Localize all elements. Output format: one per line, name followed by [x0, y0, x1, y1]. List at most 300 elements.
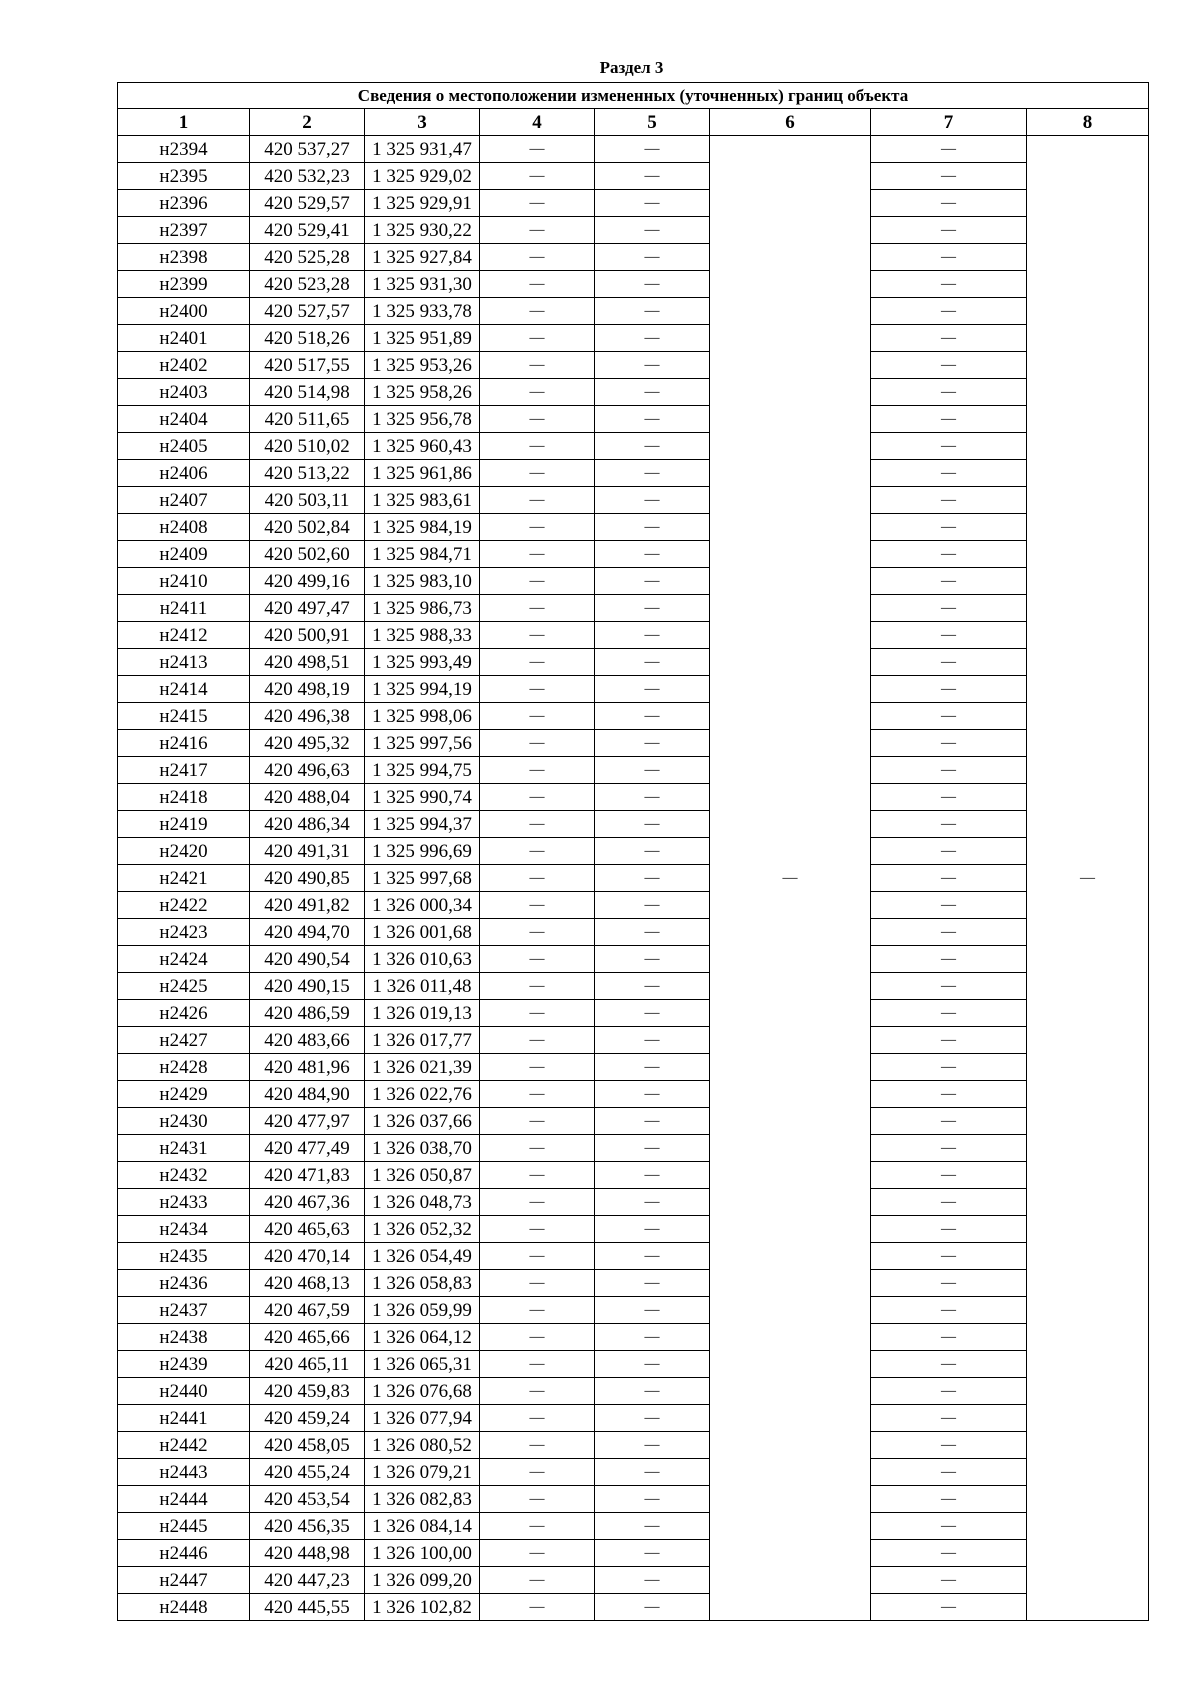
y-coordinate: 1 325 994,37: [365, 811, 480, 838]
y-coordinate: 1 325 994,75: [365, 757, 480, 784]
table-row: [118, 163, 1149, 190]
table-row: [118, 1324, 1149, 1351]
column-header: 6: [710, 109, 871, 136]
x-coordinate: 420 477,49: [250, 1135, 365, 1162]
x-coordinate: 420 513,22: [250, 460, 365, 487]
column-5-value: —: [595, 568, 710, 595]
x-coordinate: 420 529,41: [250, 217, 365, 244]
y-coordinate: 1 325 984,19: [365, 514, 480, 541]
y-coordinate: 1 325 951,89: [365, 325, 480, 352]
y-coordinate: 1 325 988,33: [365, 622, 480, 649]
y-coordinate: 1 325 983,61: [365, 487, 480, 514]
point-number: н2407: [118, 487, 250, 514]
point-number: н2421: [118, 865, 250, 892]
column-7-value: —: [871, 325, 1027, 352]
column-4-value: —: [480, 676, 595, 703]
column-4-value: —: [480, 487, 595, 514]
y-coordinate: 1 326 065,31: [365, 1351, 480, 1378]
column-4-value: —: [480, 406, 595, 433]
table-row: [118, 1513, 1149, 1540]
y-coordinate: 1 326 102,82: [365, 1594, 480, 1621]
column-number-row: [118, 109, 1149, 136]
column-5-value: —: [595, 217, 710, 244]
x-coordinate: 420 517,55: [250, 352, 365, 379]
column-7-value: —: [871, 1054, 1027, 1081]
table-row: [118, 838, 1149, 865]
column-header: 1: [118, 109, 250, 136]
column-header: 3: [365, 109, 480, 136]
column-7-value: —: [871, 514, 1027, 541]
column-4-value: —: [480, 973, 595, 1000]
x-coordinate: 420 496,38: [250, 703, 365, 730]
column-5-value: —: [595, 406, 710, 433]
table-caption: Сведения о местоположении измененных (уточненных) границ объекта: [118, 83, 1149, 109]
column-header: 7: [871, 109, 1027, 136]
column-5-value: —: [595, 1351, 710, 1378]
y-coordinate: 1 325 930,22: [365, 217, 480, 244]
column-4-value: —: [480, 1243, 595, 1270]
y-coordinate: 1 325 961,86: [365, 460, 480, 487]
column-5-value: —: [595, 1297, 710, 1324]
y-coordinate: 1 325 929,02: [365, 163, 480, 190]
column-5-value: —: [595, 811, 710, 838]
x-coordinate: 420 465,63: [250, 1216, 365, 1243]
y-coordinate: 1 326 021,39: [365, 1054, 480, 1081]
column-4-value: —: [480, 865, 595, 892]
x-coordinate: 420 490,15: [250, 973, 365, 1000]
column-4-value: —: [480, 1270, 595, 1297]
table-row: [118, 649, 1149, 676]
y-coordinate: 1 325 986,73: [365, 595, 480, 622]
table-row: [118, 865, 1149, 892]
column-5-value: —: [595, 1567, 710, 1594]
column-7-value: —: [871, 811, 1027, 838]
point-number: н2422: [118, 892, 250, 919]
point-number: н2405: [118, 433, 250, 460]
table-row: [118, 244, 1149, 271]
column-4-value: —: [480, 190, 595, 217]
column-7-value: —: [871, 784, 1027, 811]
y-coordinate: 1 326 099,20: [365, 1567, 480, 1594]
column-7-value: —: [871, 136, 1027, 163]
point-number: н2402: [118, 352, 250, 379]
point-number: н2415: [118, 703, 250, 730]
x-coordinate: 420 510,02: [250, 433, 365, 460]
column-7-value: —: [871, 1243, 1027, 1270]
column-5-value: —: [595, 433, 710, 460]
table-row: [118, 352, 1149, 379]
column-4-value: —: [480, 1108, 595, 1135]
point-number: н2404: [118, 406, 250, 433]
column-5-value: —: [595, 892, 710, 919]
column-5-value: —: [595, 1216, 710, 1243]
column-4-value: —: [480, 514, 595, 541]
point-number: н2419: [118, 811, 250, 838]
column-7-value: —: [871, 1567, 1027, 1594]
table-row: [118, 1162, 1149, 1189]
y-coordinate: 1 325 931,30: [365, 271, 480, 298]
column-5-value: —: [595, 1243, 710, 1270]
y-coordinate: 1 325 996,69: [365, 838, 480, 865]
x-coordinate: 420 495,32: [250, 730, 365, 757]
column-5-value: —: [595, 865, 710, 892]
column-4-value: —: [480, 298, 595, 325]
x-coordinate: 420 470,14: [250, 1243, 365, 1270]
column-7-value: —: [871, 730, 1027, 757]
x-coordinate: 420 467,36: [250, 1189, 365, 1216]
column-7-value: —: [871, 271, 1027, 298]
point-number: н2409: [118, 541, 250, 568]
column-4-value: —: [480, 919, 595, 946]
y-coordinate: 1 325 927,84: [365, 244, 480, 271]
x-coordinate: 420 537,27: [250, 136, 365, 163]
table-row: [118, 784, 1149, 811]
column-4-value: —: [480, 1216, 595, 1243]
point-number: н2414: [118, 676, 250, 703]
point-number: н2441: [118, 1405, 250, 1432]
point-number: н2416: [118, 730, 250, 757]
column-5-value: —: [595, 622, 710, 649]
column-7-value: —: [871, 379, 1027, 406]
y-coordinate: 1 325 997,68: [365, 865, 480, 892]
table-row: [118, 622, 1149, 649]
column-5-value: —: [595, 1459, 710, 1486]
table-row: [118, 1270, 1149, 1297]
column-4-value: —: [480, 1189, 595, 1216]
table-row: [118, 757, 1149, 784]
column-5-value: —: [595, 379, 710, 406]
x-coordinate: 420 483,66: [250, 1027, 365, 1054]
column-4-value: —: [480, 811, 595, 838]
x-coordinate: 420 525,28: [250, 244, 365, 271]
column-4-value: —: [480, 433, 595, 460]
point-number: н2425: [118, 973, 250, 1000]
x-coordinate: 420 498,51: [250, 649, 365, 676]
column-5-value: —: [595, 1594, 710, 1621]
y-coordinate: 1 326 076,68: [365, 1378, 480, 1405]
table-row: [118, 1000, 1149, 1027]
point-number: н2432: [118, 1162, 250, 1189]
point-number: н2406: [118, 460, 250, 487]
column-7-value: —: [871, 487, 1027, 514]
column-4-value: —: [480, 649, 595, 676]
column-7-value: —: [871, 838, 1027, 865]
table-row: [118, 676, 1149, 703]
column-4-value: —: [480, 1405, 595, 1432]
column-4-value: —: [480, 595, 595, 622]
table-row: [118, 1378, 1149, 1405]
y-coordinate: 1 326 084,14: [365, 1513, 480, 1540]
column-7-value: —: [871, 865, 1027, 892]
x-coordinate: 420 502,84: [250, 514, 365, 541]
table-row: [118, 892, 1149, 919]
x-coordinate: 420 477,97: [250, 1108, 365, 1135]
x-coordinate: 420 502,60: [250, 541, 365, 568]
point-number: н2397: [118, 217, 250, 244]
point-number: н2440: [118, 1378, 250, 1405]
column-5-value: —: [595, 1189, 710, 1216]
column-5-value: —: [595, 514, 710, 541]
boundary-coordinates-table: [117, 82, 1149, 1621]
y-coordinate: 1 326 048,73: [365, 1189, 480, 1216]
table-row: [118, 595, 1149, 622]
column-4-value: —: [480, 1135, 595, 1162]
point-number: н2444: [118, 1486, 250, 1513]
y-coordinate: 1 326 082,83: [365, 1486, 480, 1513]
x-coordinate: 420 518,26: [250, 325, 365, 352]
x-coordinate: 420 499,16: [250, 568, 365, 595]
column-5-value: —: [595, 649, 710, 676]
column-7-value: —: [871, 352, 1027, 379]
table-row: [118, 1216, 1149, 1243]
point-number: н2428: [118, 1054, 250, 1081]
column-4-value: —: [480, 1513, 595, 1540]
point-number: н2446: [118, 1540, 250, 1567]
column-7-value: —: [871, 1162, 1027, 1189]
column-7-value: —: [871, 1594, 1027, 1621]
table-row: [118, 1486, 1149, 1513]
table-row: [118, 811, 1149, 838]
column-5-value: —: [595, 1432, 710, 1459]
table-row: [118, 1054, 1149, 1081]
x-coordinate: 420 488,04: [250, 784, 365, 811]
column-5-value: —: [595, 1378, 710, 1405]
column-5-value: —: [595, 730, 710, 757]
column-7-value: —: [871, 541, 1027, 568]
point-number: н2411: [118, 595, 250, 622]
y-coordinate: 1 326 054,49: [365, 1243, 480, 1270]
x-coordinate: 420 455,24: [250, 1459, 365, 1486]
y-coordinate: 1 326 017,77: [365, 1027, 480, 1054]
y-coordinate: 1 325 984,71: [365, 541, 480, 568]
x-coordinate: 420 465,66: [250, 1324, 365, 1351]
column-header: 4: [480, 109, 595, 136]
column-7-value: —: [871, 1486, 1027, 1513]
column-7-value: —: [871, 1297, 1027, 1324]
column-header: 8: [1027, 109, 1149, 136]
column-5-value: —: [595, 1540, 710, 1567]
column-7-value: —: [871, 676, 1027, 703]
x-coordinate: 420 494,70: [250, 919, 365, 946]
section-title: Раздел 3: [599, 58, 664, 77]
table-row: [118, 568, 1149, 595]
x-coordinate: 420 484,90: [250, 1081, 365, 1108]
column-4-value: —: [480, 946, 595, 973]
table-row: [118, 1108, 1149, 1135]
column-7-value: —: [871, 433, 1027, 460]
y-coordinate: 1 326 038,70: [365, 1135, 480, 1162]
x-coordinate: 420 523,28: [250, 271, 365, 298]
y-coordinate: 1 326 064,12: [365, 1324, 480, 1351]
point-number: н2429: [118, 1081, 250, 1108]
column-4-value: —: [480, 838, 595, 865]
x-coordinate: 420 511,65: [250, 406, 365, 433]
column-header: 2: [250, 109, 365, 136]
y-coordinate: 1 326 100,00: [365, 1540, 480, 1567]
x-coordinate: 420 467,59: [250, 1297, 365, 1324]
column-4-value: —: [480, 1486, 595, 1513]
column-4-value: —: [480, 325, 595, 352]
column-5-value: —: [595, 352, 710, 379]
x-coordinate: 420 532,23: [250, 163, 365, 190]
point-number: н2410: [118, 568, 250, 595]
column-4-value: —: [480, 757, 595, 784]
y-coordinate: 1 326 080,52: [365, 1432, 480, 1459]
column-7-value: —: [871, 946, 1027, 973]
table-row: [118, 1243, 1149, 1270]
point-number: н2417: [118, 757, 250, 784]
point-number: н2447: [118, 1567, 250, 1594]
column-4-value: —: [480, 1324, 595, 1351]
y-coordinate: 1 326 011,48: [365, 973, 480, 1000]
table-row: [118, 487, 1149, 514]
x-coordinate: 420 445,55: [250, 1594, 365, 1621]
table-row: [118, 1351, 1149, 1378]
point-number: н2423: [118, 919, 250, 946]
column-5-value: —: [595, 271, 710, 298]
y-coordinate: 1 326 001,68: [365, 919, 480, 946]
table-caption-row: [118, 83, 1149, 109]
column-7-value: —: [871, 1459, 1027, 1486]
column-4-value: —: [480, 703, 595, 730]
point-number: н2431: [118, 1135, 250, 1162]
x-coordinate: 420 491,31: [250, 838, 365, 865]
column-4-value: —: [480, 1459, 595, 1486]
y-coordinate: 1 326 010,63: [365, 946, 480, 973]
table-row: [118, 1540, 1149, 1567]
table-row: [118, 406, 1149, 433]
point-number: н2427: [118, 1027, 250, 1054]
column-4-value: —: [480, 1351, 595, 1378]
x-coordinate: 420 448,98: [250, 1540, 365, 1567]
x-coordinate: 420 514,98: [250, 379, 365, 406]
point-number: н2445: [118, 1513, 250, 1540]
column-5-value: —: [595, 163, 710, 190]
table-row: [118, 1432, 1149, 1459]
column-4-value: —: [480, 541, 595, 568]
column-5-value: —: [595, 244, 710, 271]
y-coordinate: 1 325 998,06: [365, 703, 480, 730]
y-coordinate: 1 325 993,49: [365, 649, 480, 676]
column-5-value: —: [595, 784, 710, 811]
point-number: н2433: [118, 1189, 250, 1216]
y-coordinate: 1 326 059,99: [365, 1297, 480, 1324]
table-row: [118, 703, 1149, 730]
column-5-value: —: [595, 541, 710, 568]
table-row: [118, 541, 1149, 568]
column-4-value: —: [480, 379, 595, 406]
point-number: н2436: [118, 1270, 250, 1297]
column-4-value: —: [480, 622, 595, 649]
column-5-value: —: [595, 1162, 710, 1189]
column-7-value: —: [871, 1135, 1027, 1162]
column-7-value: —: [871, 1378, 1027, 1405]
column-4-value: —: [480, 568, 595, 595]
column-5-value: —: [595, 1054, 710, 1081]
y-coordinate: 1 325 994,19: [365, 676, 480, 703]
y-coordinate: 1 326 022,76: [365, 1081, 480, 1108]
column-7-value: —: [871, 919, 1027, 946]
column-5-value: —: [595, 1000, 710, 1027]
column-8-merged-value: —: [1027, 136, 1149, 1621]
point-number: н2403: [118, 379, 250, 406]
table-row: [118, 379, 1149, 406]
table-row: [118, 217, 1149, 244]
x-coordinate: 420 529,57: [250, 190, 365, 217]
point-number: н2394: [118, 136, 250, 163]
column-5-value: —: [595, 1135, 710, 1162]
column-4-value: —: [480, 1027, 595, 1054]
table-row: [118, 460, 1149, 487]
y-coordinate: 1 325 958,26: [365, 379, 480, 406]
table-row: [118, 136, 1149, 163]
table-row: [118, 298, 1149, 325]
x-coordinate: 420 481,96: [250, 1054, 365, 1081]
column-5-value: —: [595, 136, 710, 163]
column-7-value: —: [871, 1513, 1027, 1540]
column-7-value: —: [871, 1189, 1027, 1216]
column-7-value: —: [871, 460, 1027, 487]
column-5-value: —: [595, 1324, 710, 1351]
point-number: н2396: [118, 190, 250, 217]
column-4-value: —: [480, 244, 595, 271]
y-coordinate: 1 325 990,74: [365, 784, 480, 811]
column-5-value: —: [595, 298, 710, 325]
x-coordinate: 420 465,11: [250, 1351, 365, 1378]
column-4-value: —: [480, 1081, 595, 1108]
x-coordinate: 420 456,35: [250, 1513, 365, 1540]
point-number: н2448: [118, 1594, 250, 1621]
column-7-value: —: [871, 1432, 1027, 1459]
y-coordinate: 1 325 953,26: [365, 352, 480, 379]
x-coordinate: 420 491,82: [250, 892, 365, 919]
x-coordinate: 420 459,83: [250, 1378, 365, 1405]
x-coordinate: 420 486,34: [250, 811, 365, 838]
x-coordinate: 420 500,91: [250, 622, 365, 649]
column-4-value: —: [480, 730, 595, 757]
y-coordinate: 1 326 000,34: [365, 892, 480, 919]
table-row: [118, 1594, 1149, 1621]
column-5-value: —: [595, 757, 710, 784]
x-coordinate: 420 490,85: [250, 865, 365, 892]
point-number: н2443: [118, 1459, 250, 1486]
column-5-value: —: [595, 595, 710, 622]
point-number: н2400: [118, 298, 250, 325]
table-row: [118, 1189, 1149, 1216]
table-row: [118, 1081, 1149, 1108]
column-7-value: —: [871, 892, 1027, 919]
column-5-value: —: [595, 1486, 710, 1513]
table-row: [118, 1135, 1149, 1162]
y-coordinate: 1 325 931,47: [365, 136, 480, 163]
column-7-value: —: [871, 595, 1027, 622]
x-coordinate: 420 498,19: [250, 676, 365, 703]
column-4-value: —: [480, 1162, 595, 1189]
y-coordinate: 1 325 983,10: [365, 568, 480, 595]
column-4-value: —: [480, 784, 595, 811]
column-5-value: —: [595, 1405, 710, 1432]
column-5-value: —: [595, 1108, 710, 1135]
column-5-value: —: [595, 1081, 710, 1108]
table-row: [118, 1459, 1149, 1486]
x-coordinate: 420 503,11: [250, 487, 365, 514]
column-6-merged-value: —: [710, 136, 871, 1621]
column-7-value: —: [871, 703, 1027, 730]
column-7-value: —: [871, 163, 1027, 190]
column-4-value: —: [480, 460, 595, 487]
x-coordinate: 420 527,57: [250, 298, 365, 325]
column-7-value: —: [871, 298, 1027, 325]
